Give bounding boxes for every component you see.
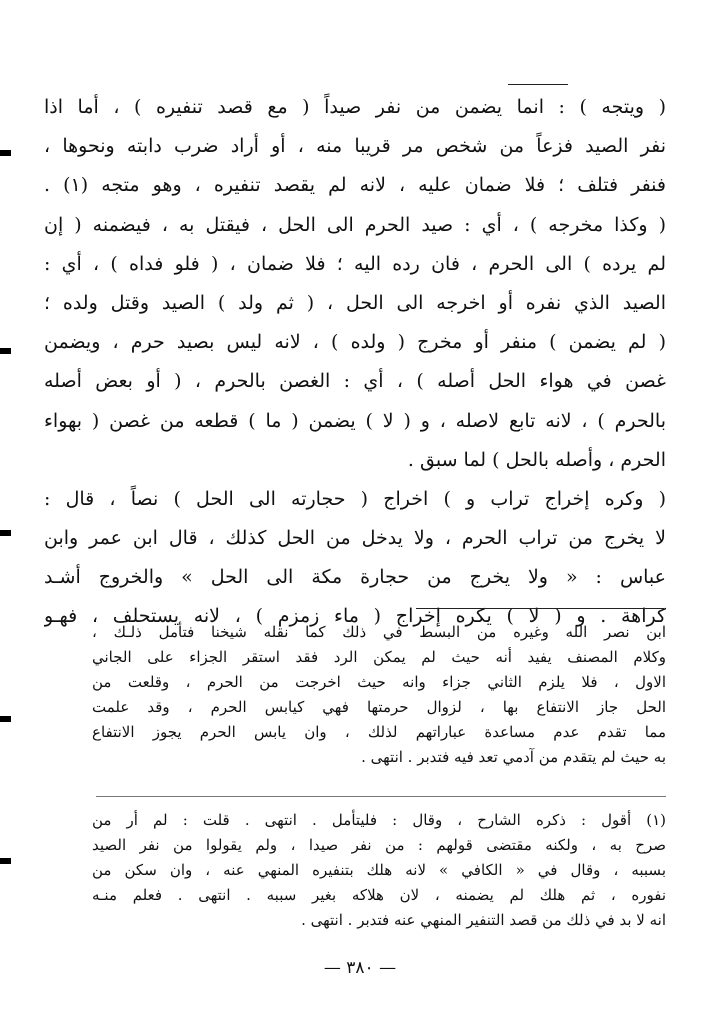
- footnote-line: (١) أقول : ذكره الشارح ، وقال : فليتأمل . انتهى . قلت : لم أر من: [92, 811, 666, 829]
- margin-mark: [0, 716, 11, 722]
- main-line: بالحرم ) ، لانه تابع لاصله ، و ( لا ) يضمن ( ما ) قطعه من غصن ( بهواء: [44, 409, 666, 432]
- main-text: [44, 88, 666, 637]
- main-line: الحرم ، وأصله بالحل ) لما سبق .: [407, 448, 666, 471]
- footnote-line: مما تقدم عدم مساعدة عباراتهم لذلك ، وان يابس الحرم يجوز الانتفاع: [92, 723, 666, 741]
- main-line: كراهة . و ( لا ) يكره إخراج ( ماء زمزم ) ، لانه يستحلف ، فهـو: [44, 605, 666, 628]
- footnote-line: ابن نصر الله وغيره من البسط في ذلك كما نقله شيخنا فتأمل ذلـك ،: [92, 623, 666, 641]
- main-line: ( لم يضمن ) منفر أو مخرج ( ولده ) ، لانه ليس بصيد حرم ، ويضمن: [44, 331, 666, 354]
- main-line: فنفر فتلف ؛ فلا ضمان عليه ، لانه لم يقصد تنفيره ، وهو متجه (١) .: [44, 174, 666, 197]
- main-line: نفر الصيد فزعاً من شخص مر قريبا منه ، أو أراد ضرب دابته ونحوها ،: [44, 135, 666, 158]
- footnote-line: وكلام المصنف يفيد أنه حيث لم يمكن الرد فقد استقر الجزاء على الجاني: [92, 648, 666, 666]
- main-line: ( ويتجه ) : انما يضمن من نفر صيداً ( مع قصد تنفيره ) ، أما اذا: [44, 96, 666, 118]
- main-line: ( وكذا مخرجه ) ، أي : صيد الحرم الى الحل ، فيقتل به ، فيضمنه ( إن: [44, 213, 666, 236]
- margin-mark: [0, 150, 11, 156]
- main-line: الصيد الذي نفره أو اخرجه الى الحل ، ( ثم ولد ) الصيد وقتل ولده ؛: [44, 291, 666, 314]
- footnote-rule: [416, 608, 664, 609]
- footnote-line: صرح به ، ولكنه مقتضى قولهم : من نفر صيدا ، ولم يقولوا من نفر الصيد: [92, 836, 666, 854]
- footnote-line: به حيث لم يتقدم من آدمي تعد فيه فتدبر . انتهى .: [361, 748, 666, 766]
- footnote-separator: [96, 796, 666, 797]
- page-number: — ٣٨٠ —: [323, 958, 397, 978]
- footnote-line: بسببه ، وقال في « الكافي » لانه هلك بتنفيره المنهي عنه ، وان سكن من: [92, 861, 666, 879]
- main-line: لم يرده ) الى الحرم ، فان رده اليه ؛ فلا ضمان ، ( فلو فداه ) ، أي :: [44, 252, 666, 275]
- main-line: ( وكره إخراج تراب و ) اخراج ( حجارته الى الحل ) نصاً ، قال :: [44, 487, 666, 510]
- footnote-line: الحل جاز الانتفاع بها ، لزوال حرمتها فهي كيابس الحرم ، وقد علمت: [92, 698, 666, 716]
- main-line: عباس : « ولا يخرج من حجارة مكة الى الحل » والخروج أشـد: [44, 566, 666, 589]
- margin-mark: [0, 348, 11, 354]
- margin-mark: [0, 858, 11, 864]
- top-rule: [508, 84, 568, 85]
- footnote-line: الاول ، فلا يلزم الثاني جزاء وانه حيث اخرجت من الحرم ، وقلعت من: [92, 673, 666, 691]
- footnote-continuation: [92, 620, 666, 770]
- main-line: غصن في هواء الحل أصله ) ، أي : الغصن بالحرم ، ( أو بعض أصله: [44, 370, 666, 393]
- footnote-line: نفوره ، ثم هلك لم يضمنه ، لان هلاكه بغير سببه . انتهى . فعلم منـه: [92, 886, 666, 904]
- margin-mark: [0, 530, 11, 536]
- footnote-line: انه لا بد في ذلك من قصد التنفير المنهي عنه فتدبر . انتهى .: [301, 911, 666, 929]
- main-line: لا يخرج من تراب الحرم ، ولا يدخل من الحل كذلك ، قال ابن عمر وابن: [44, 527, 666, 550]
- footnote-1: [92, 808, 666, 933]
